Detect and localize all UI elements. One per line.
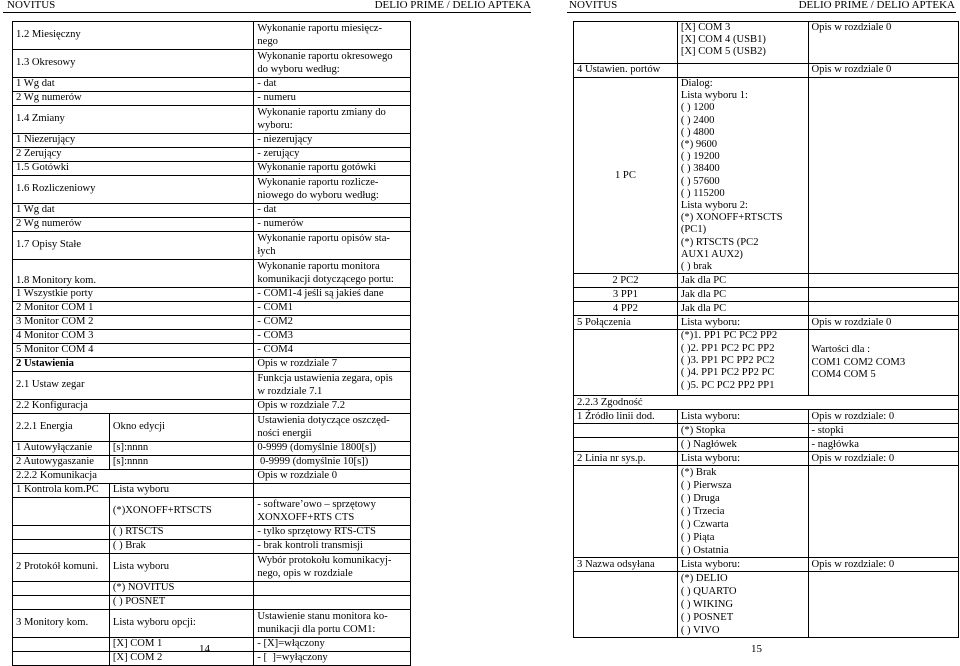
table-row	[574, 274, 959, 288]
table-row	[13, 582, 411, 596]
cell: [X] COM 3 [X] COM 4 (USB1) [X] COM 5 (USB2)	[677, 22, 808, 64]
table-row	[13, 526, 411, 540]
cell	[808, 78, 958, 274]
page-number-right: 15	[751, 643, 762, 655]
cell	[808, 288, 958, 302]
cell: - [X]=włączony	[254, 638, 411, 652]
cell: 2 Wg numerów	[13, 92, 254, 106]
cell: Lista wyboru opcji:	[109, 610, 253, 638]
table-row	[13, 232, 411, 260]
cell	[574, 330, 678, 396]
cell: 2.2.3 Zgodność	[574, 396, 959, 410]
cell: 3 Monitor COM 2	[13, 316, 254, 330]
cell: [s]:nnnn	[109, 442, 253, 456]
cell: 1.5 Gotówki	[13, 162, 254, 176]
cell: 1 Źródło linii dod.	[574, 410, 678, 424]
cell: 2 Monitor COM 1	[13, 302, 254, 316]
cell: Opis w rozdziale: 0	[808, 452, 958, 466]
cell	[13, 638, 110, 652]
cell: Ustawienia dotyczące oszczęd- ności energii	[254, 414, 411, 442]
cell: - numeru	[254, 92, 411, 106]
cell: [s]:nnnn	[109, 456, 253, 470]
cell: - [ ]=wyłączony	[254, 652, 411, 666]
cell: Opis w rozdziale 7.2	[254, 400, 411, 414]
cell: Wykonanie raportu monitora komunikacji dotyczącego portu:	[254, 260, 411, 288]
cell: Wykonanie raportu miesięcz- nego	[254, 22, 411, 50]
table-row	[13, 50, 411, 78]
cell: 3 Monitory kom.	[13, 610, 110, 638]
cell: Jak dla PC	[677, 288, 808, 302]
table-row	[13, 260, 411, 288]
cell: 2 Zerujący	[13, 148, 254, 162]
table-row	[13, 78, 411, 92]
table-row	[13, 302, 411, 316]
cell: - COM1-4 jeśli są jakieś dane	[254, 288, 411, 302]
table-row	[13, 554, 411, 582]
header-rule-right	[567, 12, 956, 13]
table-row	[574, 316, 959, 330]
cell: Opis w rozdziale: 0	[808, 410, 958, 424]
cell: 0-9999 (domyślnie 1800[s])	[254, 442, 411, 456]
cell: 4 Ustawien. portów	[574, 64, 678, 78]
cell	[13, 526, 110, 540]
table-row	[574, 438, 959, 452]
cell	[13, 652, 110, 666]
cell: - brak kontroli transmisji	[254, 540, 411, 554]
cell: 1 PC	[574, 78, 678, 274]
cell	[574, 572, 678, 638]
table-row	[13, 316, 411, 330]
cell: 3 PP1	[574, 288, 678, 302]
cell: 1.3 Okresowy	[13, 50, 254, 78]
cell: Wybór protokołu komunikacyj- nego, opis w rozdziale	[254, 554, 411, 582]
right-settings-table	[573, 21, 959, 638]
table-row	[574, 396, 959, 410]
header-brand-right: NOVITUS	[569, 0, 618, 11]
cell: 2.1 Ustaw zegar	[13, 372, 254, 400]
cell: 2 PC2	[574, 274, 678, 288]
cell: Lista wyboru:	[677, 558, 808, 572]
cell: Jak dla PC	[677, 302, 808, 316]
cell: - COM2	[254, 316, 411, 330]
header-brand-left: NOVITUS	[7, 0, 56, 11]
cell: 1.8 Monitory kom.	[13, 260, 254, 288]
table-row	[13, 162, 411, 176]
table-row	[574, 424, 959, 438]
cell: Dialog: Lista wyboru 1: ( ) 1200 ( ) 2400 ( ) 4800 (*) 9600 ( ) 19200 ( ) 38400 ( ) 57600 ( ) 115200 Lista wyboru 2: (*) XONOFF+RTSCTS (PC1) (*) RTSCTS (PC2 AUX1 AUX2) ( ) brak	[677, 78, 808, 274]
table-row	[13, 610, 411, 638]
table-row	[13, 106, 411, 134]
table-row	[13, 456, 411, 470]
cell: ( ) POSNET	[109, 596, 253, 610]
cell: Jak dla PC	[677, 274, 808, 288]
table-row	[13, 442, 411, 456]
left-settings-table	[12, 21, 411, 666]
cell: Funkcja ustawienia zegara, opis w rozdziale 7.1	[254, 372, 411, 400]
cell: 4 Monitor COM 3	[13, 330, 254, 344]
cell: Lista wyboru:	[677, 316, 808, 330]
cell: 1 Autowyłączanie	[13, 442, 110, 456]
table-row	[13, 470, 411, 484]
cell: - dat	[254, 204, 411, 218]
table-row	[13, 176, 411, 204]
cell	[13, 582, 110, 596]
cell: 2 Linia nr sys.p.	[574, 452, 678, 466]
cell: 1 Wg dat	[13, 204, 254, 218]
cell: Wykonanie raportu zmiany do wyboru:	[254, 106, 411, 134]
table-row	[13, 218, 411, 232]
cell	[808, 466, 958, 558]
cell	[13, 498, 110, 526]
header-title-right: DELIO PRIME / DELIO APTEKA	[798, 0, 955, 11]
cell: - COM4	[254, 344, 411, 358]
cell: - niezerujący	[254, 134, 411, 148]
cell: - software’owo – sprzętowy XONXOFF+RTS CTS	[254, 498, 411, 526]
cell: - nagłówka	[808, 438, 958, 452]
header-title-left: DELIO PRIME / DELIO APTEKA	[374, 0, 531, 11]
cell: 2 Wg numerów	[13, 218, 254, 232]
table-row	[13, 414, 411, 442]
cell: Wykonanie raportu rozlicze- niowego do wyboru według:	[254, 176, 411, 204]
cell: Opis w rozdziale: 0	[808, 558, 958, 572]
cell: - tylko sprzętowy RTS-CTS	[254, 526, 411, 540]
cell: 1.2 Miesięczny	[13, 22, 254, 50]
cell	[254, 484, 411, 498]
cell: (*)XONOFF+RTSCTS	[109, 498, 253, 526]
table-row	[13, 92, 411, 106]
table-row	[574, 288, 959, 302]
cell: Okno edycji	[109, 414, 253, 442]
cell: 2 Protokół komuni.	[13, 554, 110, 582]
cell: 1 Wszystkie porty	[13, 288, 254, 302]
table-row	[574, 64, 959, 78]
table-row	[574, 330, 959, 396]
cell: (*)1. PP1 PC PC2 PP2 ( )2. PP1 PC2 PC PP2 ( )3. PP1 PC PP2 PC2 ( )4. PP1 PC2 PP2 PC ( )5. PC PC2 PP2 PP1	[677, 330, 808, 396]
cell	[808, 572, 958, 638]
cell: Wykonanie raportu okresowego do wyboru według:	[254, 50, 411, 78]
table-row	[13, 652, 411, 666]
table-row	[13, 344, 411, 358]
table-row	[13, 330, 411, 344]
cell: Wartości dla : COM1 COM2 COM3 COM4 COM 5	[808, 330, 958, 396]
table-row	[574, 302, 959, 316]
table-row	[574, 572, 959, 638]
cell: 2 Autowygaszanie	[13, 456, 110, 470]
table-row	[13, 400, 411, 414]
table-row	[574, 78, 959, 274]
table-row	[13, 288, 411, 302]
table-row	[13, 22, 411, 50]
table-row	[13, 204, 411, 218]
cell	[254, 582, 411, 596]
cell: 4 PP2	[574, 302, 678, 316]
cell: Opis w rozdziale 0	[808, 64, 958, 78]
cell: 3 Nazwa odsyłana	[574, 558, 678, 572]
cell	[574, 424, 678, 438]
cell: - COM3	[254, 330, 411, 344]
cell: Opis w rozdziale 0	[808, 22, 958, 64]
page-number-left: 14	[199, 643, 210, 655]
cell: 1.4 Zmiany	[13, 106, 254, 134]
cell: (*) DELIO ( ) QUARTO ( ) WIKING ( ) POSNET ( ) VIVO	[677, 572, 808, 638]
cell: - zerujący	[254, 148, 411, 162]
cell: Opis w rozdziale 0	[254, 470, 411, 484]
cell: [X] COM 2	[109, 652, 253, 666]
table-row	[13, 596, 411, 610]
table-row	[574, 466, 959, 558]
table-row	[574, 558, 959, 572]
cell: Opis w rozdziale 0	[808, 316, 958, 330]
table-row	[574, 410, 959, 424]
table-row	[13, 498, 411, 526]
cell: 2.2.2 Komunikacja	[13, 470, 254, 484]
table-row	[574, 452, 959, 466]
cell: Wykonanie raportu gotówki	[254, 162, 411, 176]
cell: - numerów	[254, 218, 411, 232]
cell	[13, 596, 110, 610]
cell	[574, 438, 678, 452]
cell: ( ) Nagłówek	[677, 438, 808, 452]
cell: - dat	[254, 78, 411, 92]
cell: 5 Monitor COM 4	[13, 344, 254, 358]
cell: 5 Połączenia	[574, 316, 678, 330]
cell: Lista wyboru	[109, 554, 253, 582]
table-row	[13, 358, 411, 372]
cell: 2.2.1 Energia	[13, 414, 110, 442]
cell: Opis w rozdziale 7	[254, 358, 411, 372]
cell: 2.2 Konfiguracja	[13, 400, 254, 414]
cell: (*) Stopka	[677, 424, 808, 438]
cell: 0-9999 (domyślnie 10[s])	[254, 456, 411, 470]
table-row	[13, 638, 411, 652]
cell: Ustawienie stanu monitora ko- munikacji dla portu COM1:	[254, 610, 411, 638]
cell: 2 Ustawienia	[13, 358, 254, 372]
cell: - stopki	[808, 424, 958, 438]
cell: ( ) RTSCTS	[109, 526, 253, 540]
cell: ( ) Brak	[109, 540, 253, 554]
table-row	[13, 372, 411, 400]
cell: 1 Wg dat	[13, 78, 254, 92]
cell: 1 Kontrola kom.PC	[13, 484, 110, 498]
cell	[677, 64, 808, 78]
table-row	[13, 148, 411, 162]
header-rule-left	[3, 12, 531, 13]
table-row	[13, 484, 411, 498]
cell	[808, 302, 958, 316]
cell: (*) NOVITUS	[109, 582, 253, 596]
cell: 1.7 Opisy Stałe	[13, 232, 254, 260]
cell	[574, 466, 678, 558]
cell: Wykonanie raportu opisów sta- łych	[254, 232, 411, 260]
table-row	[13, 540, 411, 554]
table-row	[13, 134, 411, 148]
cell: (*) Brak ( ) Pierwsza ( ) Druga ( ) Trzecia ( ) Czwarta ( ) Piąta ( ) Ostatnia	[677, 466, 808, 558]
cell: Lista wyboru:	[677, 410, 808, 424]
cell: Lista wyboru	[109, 484, 253, 498]
cell: [X] COM 1	[109, 638, 253, 652]
cell	[574, 22, 678, 64]
table-row	[574, 22, 959, 64]
cell: - COM1	[254, 302, 411, 316]
cell	[254, 596, 411, 610]
cell	[13, 540, 110, 554]
cell: 1 Niezerujący	[13, 134, 254, 148]
cell	[808, 274, 958, 288]
cell: 1.6 Rozliczeniowy	[13, 176, 254, 204]
cell: Lista wyboru:	[677, 452, 808, 466]
